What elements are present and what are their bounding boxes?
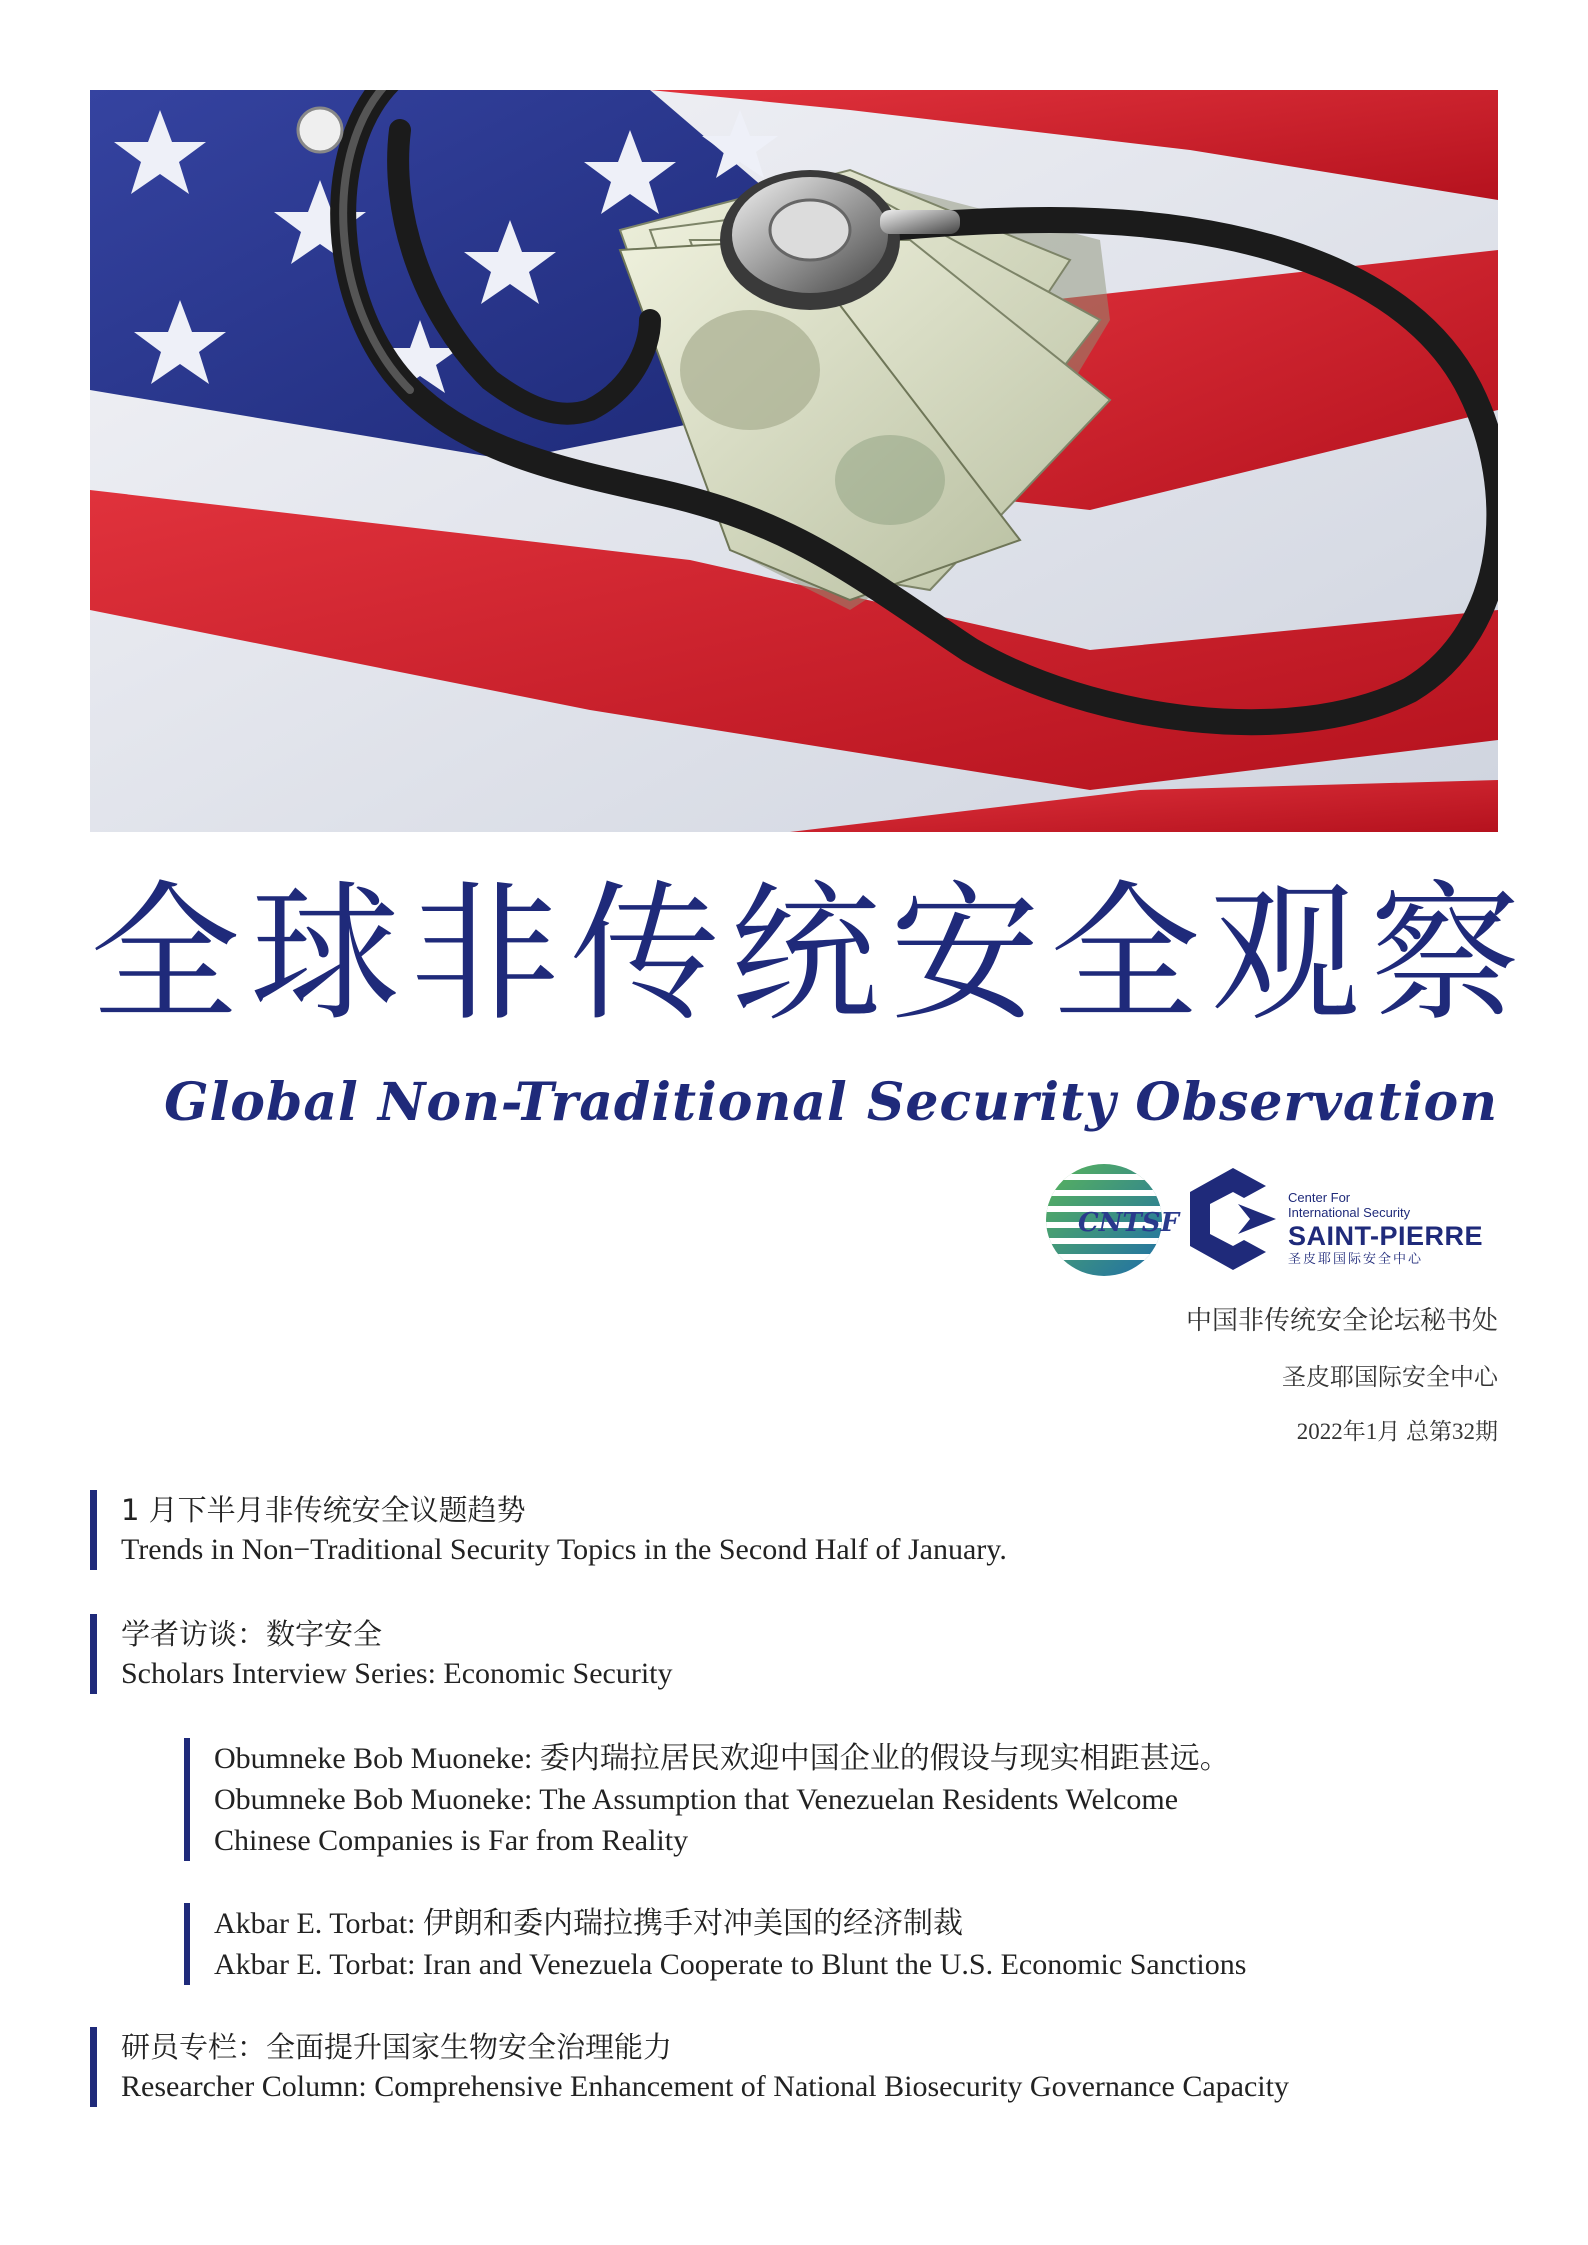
logo-group: [1038, 1160, 1498, 1280]
csp-small-line-2: International Security: [1288, 1205, 1411, 1220]
saint-pierre-logo-text: [1288, 1190, 1483, 1268]
publisher-line-2: 圣皮耶国际安全中心: [1282, 1363, 1498, 1391]
contents-subitem-line: Akbar E. Torbat: Iran and Venezuela Cooperate to Blunt the U.S. Economic Sanctions: [214, 1948, 1247, 1981]
contents-subitem-line: Obumneke Bob Muoneke: 委内瑞拉居民欢迎中国企业的假设与现实相距甚远。: [214, 1742, 1230, 1775]
csp-small-line-1: Center For: [1288, 1190, 1351, 1205]
csp-name: SAINT-PIERRE: [1288, 1221, 1484, 1251]
contents-item-en: Trends in Non−Traditional Security Topics in the Second Half of January.: [121, 1533, 1007, 1566]
page-title-cn: 全球非传统安全观察: [90, 868, 1531, 1042]
contents-item-cn: 学者访谈：数字安全: [121, 1617, 383, 1651]
contents-item-trends[interactable]: [90, 1490, 1007, 1570]
flag-stethoscope-illustration: [90, 90, 1498, 832]
contents-item-en: Researcher Column: Comprehensive Enhancement of National Biosecurity Governance Capacity: [121, 2070, 1289, 2103]
cntsf-logo-text: CNTSF: [1078, 1208, 1180, 1238]
contents-subitem-muoneke[interactable]: [184, 1738, 1230, 1861]
contents-subitem-torbat[interactable]: [184, 1903, 1246, 1985]
contents-item-en: Scholars Interview Series: Economic Security: [121, 1657, 673, 1690]
csp-name-cn: 圣皮耶国际安全中心: [1288, 1252, 1424, 1267]
contents-subitem-line: Akbar E. Torbat: 伊朗和委内瑞拉携手对冲美国的经济制裁: [214, 1907, 963, 1940]
contents-item-cn: 1 月下半月非传统安全议题趋势: [121, 1493, 526, 1527]
contents-item-researcher[interactable]: [90, 2027, 1289, 2107]
page-title-en: Global Non-Traditional Security Observation: [164, 1072, 1498, 1133]
contents-subitem-line: Chinese Companies is Far from Reality: [214, 1824, 689, 1857]
contents-item-interview[interactable]: [90, 1614, 673, 1694]
hero-photo: [90, 90, 1498, 832]
contents-subitem-line: Obumneke Bob Muoneke: The Assumption that Venezuelan Residents Welcome: [214, 1783, 1179, 1816]
issue-info: 2022年1月 总第32期: [1296, 1419, 1498, 1444]
contents-item-cn: 研员专栏：全面提升国家生物安全治理能力: [121, 2030, 673, 2064]
publisher-line-1: 中国非传统安全论坛秘书处: [1185, 1306, 1498, 1336]
saint-pierre-logo-icon: [1178, 1164, 1288, 1274]
